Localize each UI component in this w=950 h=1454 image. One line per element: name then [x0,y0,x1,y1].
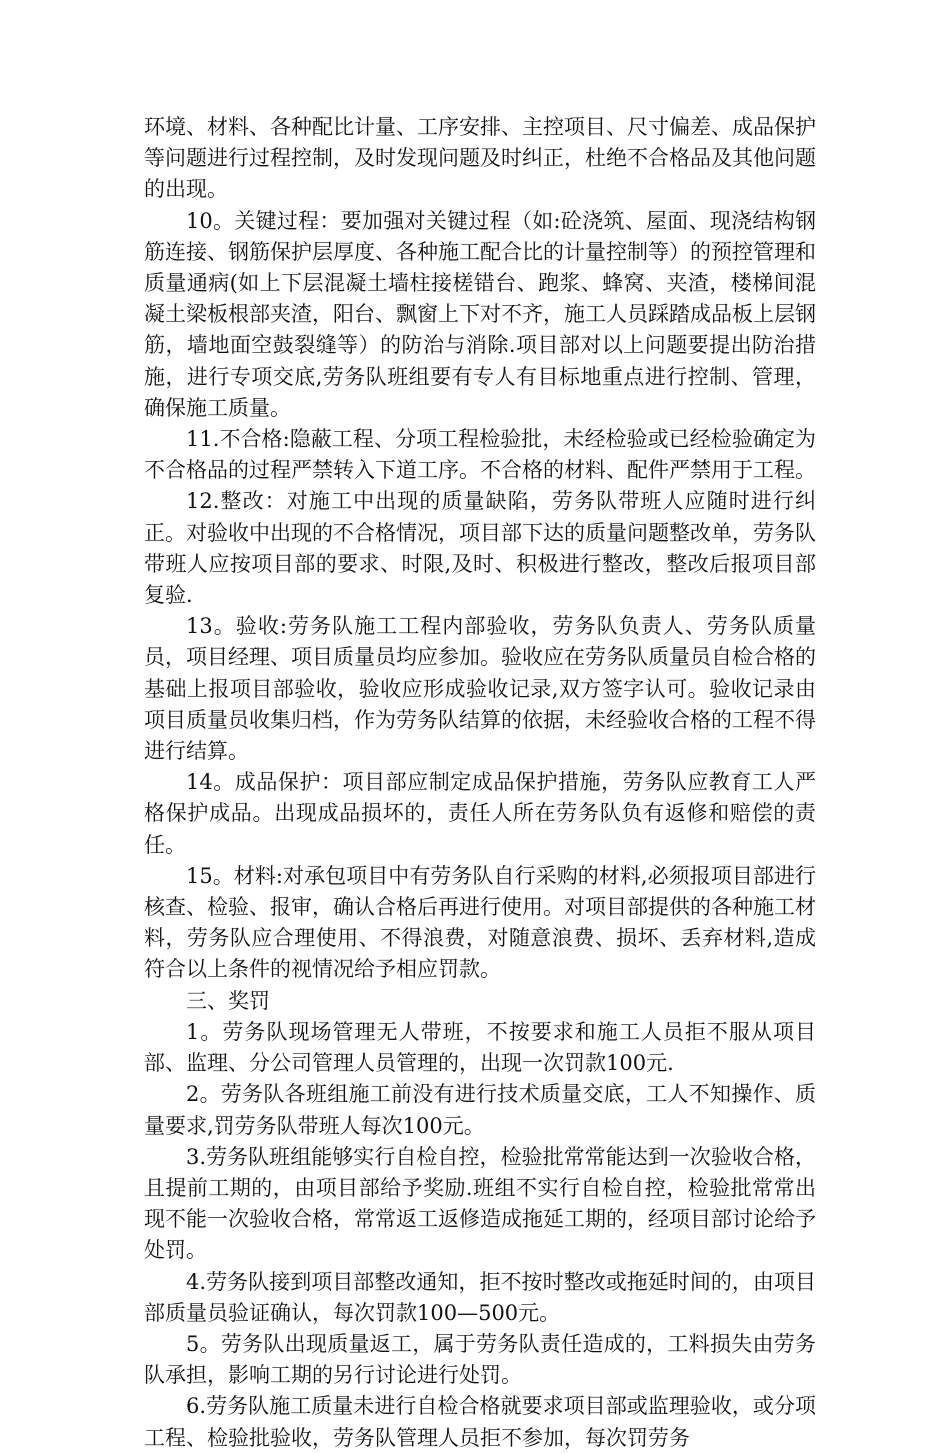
paragraph-key-process: 10。关键过程：要加强对关键过程（如:砼浇筑、屋面、现浇结构钢筋连接、钢筋保护层厚度、各种施工配合比的计量控制等）的预控管理和质量通病(如上下层混凝土墙柱接槎错台、跑浆、蜂窝、夹渣，楼梯间混凝土梁板根部夹渣，阳台、飘窗上下对不齐，施工人员踩踏成品板上层钢筋，墙地面空鼓裂缝等）的防治与消除.项目部对以上问题要提出防治措施，进行专项交底,劳务队班组要有专人有目标地重点进行控制、管理，确保施工质量。 [144,208,816,420]
paragraph-penalty-1: 1。劳务队现场管理无人带班，不按要求和施工人员拒不服从项目部、监理、分公司管理人员管理的，出现一次罚款100元. [144,1019,816,1076]
paragraph-materials: 15。材料:对承包项目中有劳务队自行采购的材料,必须报项目部进行核查、检验、报审，确认合格后再进行使用。对项目部提供的各种施工材料，劳务队应合理使用、不得浪费，对随意浪费、损坏、丢弃材料,造成符合以上条件的视情况给予相应罚款。 [144,863,816,982]
paragraph-penalty-4: 4.劳务队接到项目部整改通知，拒不按时整改或拖延时间的，由项目部质量员验证确认，每次罚款100—500元。 [144,1269,816,1325]
document-page [144,112,816,1454]
paragraph-penalty-2: 2。劳务队各班组施工前没有进行技术质量交底，工人不知操作、质量要求,罚劳务队带班人每次100元。 [144,1082,816,1138]
paragraph-acceptance: 13。验收:劳务队施工工程内部验收，劳务队负责人、劳务队质量员，项目经理、项目质量员均应参加。验收应在劳务队质量员自检合格的基础上报项目部验收，验收应形成验收记录,双方签字认可。验收记录由项目质量员收集归档，作为劳务队结算的依据，未经验收合格的工程不得进行结算。 [144,614,816,764]
section-heading-rewards-penalties: 三、奖罚 [186,988,270,1013]
paragraph-product-protection: 14。成品保护：项目部应制定成品保护措施，劳务队应教育工人严格保护成品。出现成品损坏的，责任人所在劳务队负有返修和赔偿的责任。 [144,770,816,857]
paragraph-penalty-5: 5。劳务队出现质量返工，属于劳务队责任造成的，工料损失由劳务队承担，影响工期的另行讨论进行处罚。 [144,1331,816,1388]
paragraph-nonconforming: 11.不合格:隐蔽工程、分项工程检验批，未经检验或已经检验确定为不合格品的过程严禁转入下道工序。不合格的材料、配件严禁用于工程。 [144,427,816,483]
paragraph-penalty-3: 3.劳务队班组能够实行自检自控，检验批常常能达到一次验收合格，且提前工期的，由项目部给予奖励.班组不实行自检自控，检验批常常出现不能一次验收合格，常常返工返修造成拖延工期的，经项目部讨论给予处罚。 [144,1144,816,1263]
paragraph-continued: 环境、材料、各种配比计量、工序安排、主控项目、尺寸偏差、成品保护等问题进行过程控制，及时发现问题及时纠正，杜绝不合格品及其他问题的出现。 [144,115,816,202]
paragraph-rectification: 12.整改：对施工中出现的质量缺陷，劳务队带班人应随时进行纠正。对验收中出现的不合格情况，项目部下达的质量问题整改单，劳务队带班人应按项目部的要求、时限,及时、积极进行整改，整改后报项目部复验. [144,489,816,608]
paragraph-penalty-6: 6.劳务队施工质量未进行自检合格就要求项目部或监理验收，或分项工程、检验批验收，劳务队管理人员拒不参加，每次罚劳务 [144,1394,816,1450]
